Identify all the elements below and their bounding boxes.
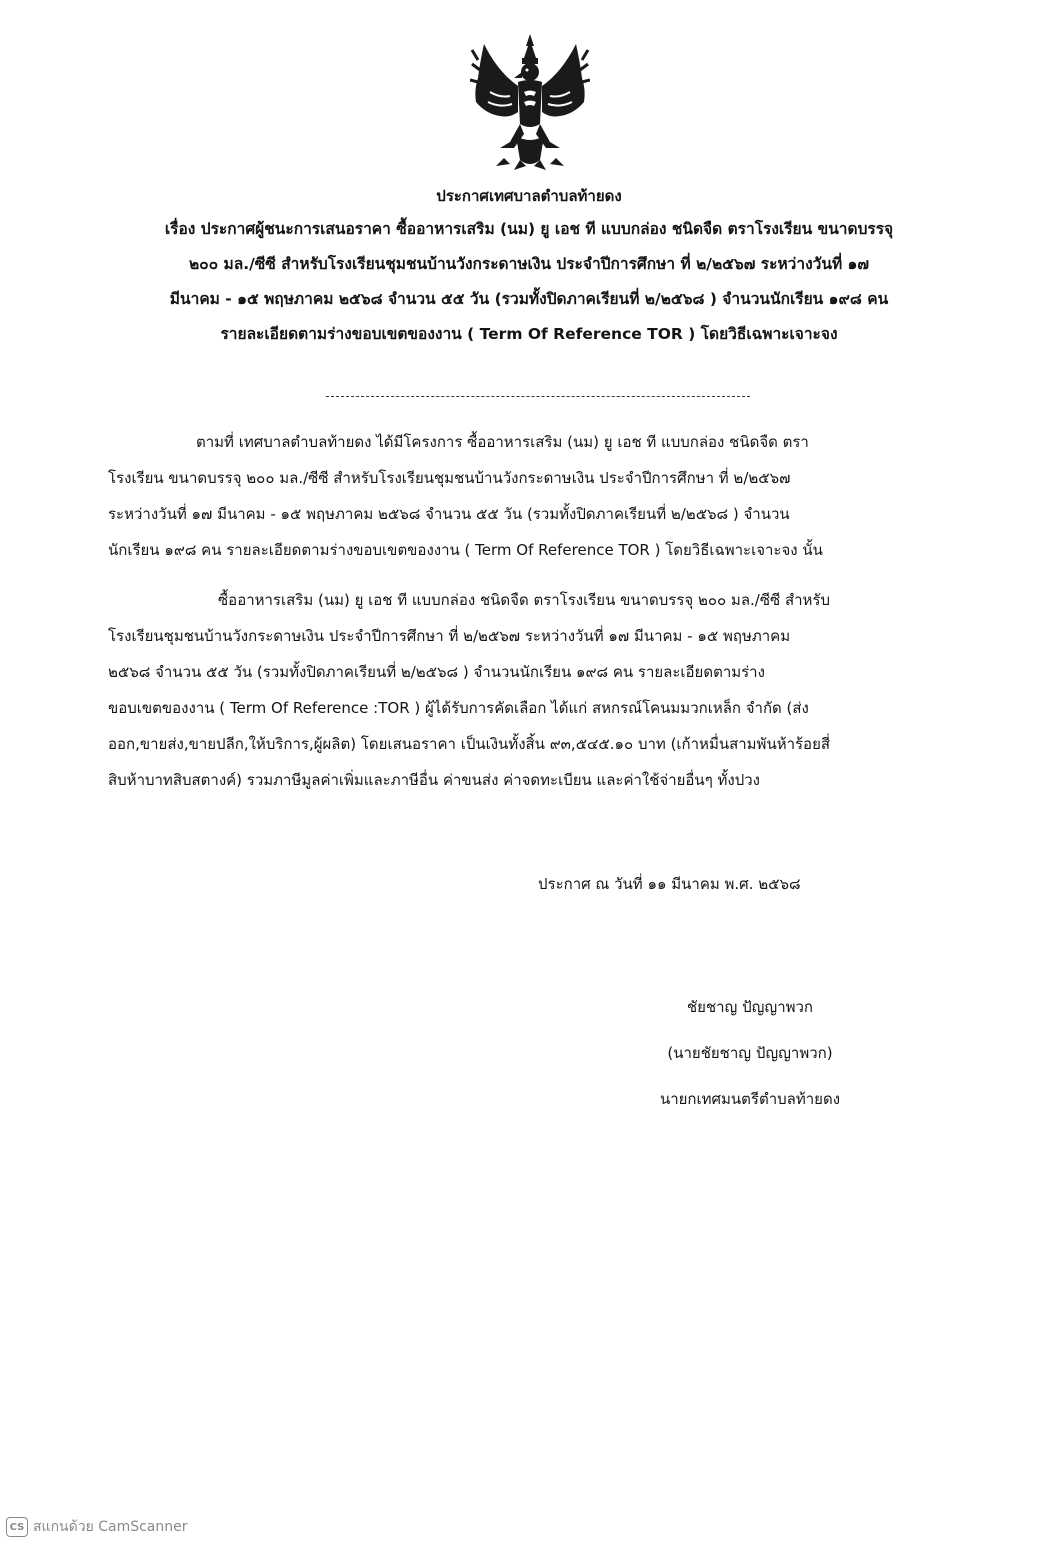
camscanner-watermark — [6, 1516, 188, 1538]
signer-position: นายกเทศมนตรีตำบลท้ายดง — [659, 1090, 841, 1108]
paragraph-line: สิบห้าบาทสิบสตางค์) รวมภาษีมูลค่าเพิ่มและภาษีอื่น ค่าขนส่ง ค่าจดทะเบียน และค่าใช้จ่ายอื่นๆ ทั้งปวง — [108, 771, 760, 789]
body-paragraph-1 — [108, 424, 974, 568]
garuda-emblem-icon — [470, 32, 590, 172]
paragraph-line: ออก,ขายส่ง,ขายปลีก,ให้บริการ,ผู้ผลิต) โดยเสนอราคา เป็นเงินทั้งสิ้น ๙๓,๕๔๕.๑๐ บาท (เก้าหมื่นสามพันห้าร้อยสี่ — [108, 735, 831, 753]
announcement-title: ประกาศเทศบาลตำบลท้ายดง — [436, 187, 622, 205]
paragraph-line: ขอบเขตของงาน ( Term Of Reference :TOR ) ผู้ได้รับการคัดเลือก ได้แก่ สหกรณ์โคนมมวกเหล็ก จำกัด (ส่ง — [108, 699, 809, 717]
body-paragraph-2 — [108, 582, 974, 798]
paragraph-line: ซื้ออาหารเสริม (นม) ยู เอช ที แบบกล่อง ชนิดจืด ตราโรงเรียน ขนาดบรรจุ ๒๐๐ มล./ซีซี สำหรับ — [218, 591, 831, 609]
signature-block — [590, 984, 910, 1122]
subject-line: รายละเอียดตามร่างขอบเขตของงาน ( Term Of Reference TOR ) โดยวิธีเฉพาะเจาะจง — [220, 325, 838, 343]
camscanner-text: สแกนด้วย CamScanner — [33, 1519, 188, 1535]
camscanner-logo-icon: CS — [6, 1517, 28, 1537]
subject-line: มีนาคม - ๑๕ พฤษภาคม ๒๕๖๘ จำนวน ๕๕ วัน (รวมทั้งปิดภาคเรียนที่ ๒/๒๕๖๘ ) จำนวนนักเรียน ๑๙๘ คน — [169, 290, 889, 308]
paragraph-line: นักเรียน ๑๙๘ คน รายละเอียดตามร่างขอบเขตของงาน ( Term Of Reference TOR ) โดยวิธีเฉพาะเจาะจง นั้น — [108, 541, 823, 559]
paragraph-line: ๒๕๖๘ จำนวน ๕๕ วัน (รวมทั้งปิดภาคเรียนที่ ๒/๒๕๖๘ ) จำนวนนักเรียน ๑๙๘ คน รายละเอียดตามร่าง — [108, 663, 765, 681]
signer-full-name: (นายชัยชาญ ปัญญาพวก) — [667, 1044, 833, 1062]
announcement-subject — [70, 212, 988, 352]
signed-name: ชัยชาญ ปัญญาพวก — [686, 998, 814, 1016]
subject-line: เรื่อง ประกาศผู้ชนะการเสนอราคา ซื้ออาหารเสริม (นม) ยู เอช ที แบบกล่อง ชนิดจืด ตราโรงเรียน ขนาดบรรจุ — [164, 220, 894, 238]
paragraph-line: โรงเรียน ขนาดบรรจุ ๒๐๐ มล./ซีซี สำหรับโรงเรียนชุมชนบ้านวังกระดาษเงิน ประจำปีการศึกษา ที่ ๒/๒๕๖๗ — [108, 469, 791, 487]
dashed-divider — [326, 396, 750, 397]
paragraph-line: ระหว่างวันที่ ๑๗ มีนาคม - ๑๕ พฤษภาคม ๒๕๖๘ จำนวน ๕๕ วัน (รวมทั้งปิดภาคเรียนที่ ๒/๒๕๖๘ ) จำนวน — [108, 505, 790, 523]
subject-line: ๒๐๐ มล./ซีซี สำหรับโรงเรียนชุมชนบ้านวังกระดาษเงิน ประจำปีการศึกษา ที่ ๒/๒๕๖๗ ระหว่างวันที่ ๑๗ — [188, 255, 870, 273]
paragraph-line: ตามที่ เทศบาลตำบลท้ายดง ได้มีโครงการ ซื้ออาหารเสริม (นม) ยู เอช ที แบบกล่อง ชนิดจืด ตรา — [196, 433, 809, 451]
paragraph-line: โรงเรียนชุมชนบ้านวังกระดาษเงิน ประจำปีการศึกษา ที่ ๒/๒๕๖๗ ระหว่างวันที่ ๑๗ มีนาคม - ๑๕ พฤษภาคม — [108, 627, 791, 645]
announcement-date: ประกาศ ณ วันที่ ๑๑ มีนาคม พ.ศ. ๒๕๖๘ — [538, 875, 801, 893]
